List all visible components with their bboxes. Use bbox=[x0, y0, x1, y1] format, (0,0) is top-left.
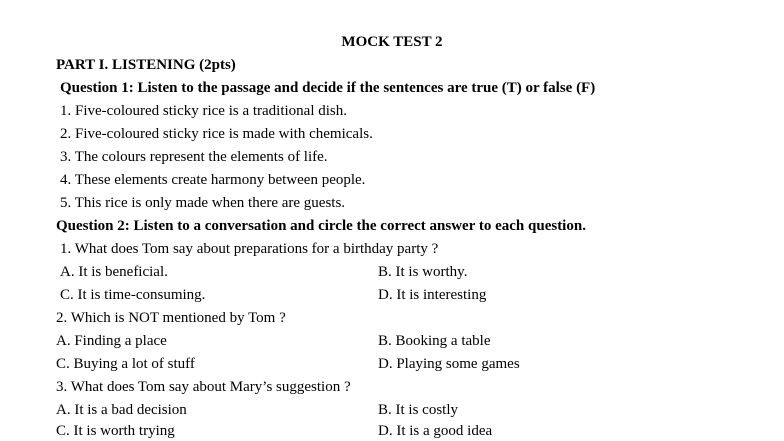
q2-item-2-option-a: A. Finding a place bbox=[56, 333, 167, 349]
part-heading: PART I. LISTENING (2pts) bbox=[56, 57, 236, 73]
q2-item-2-option-b: B. Booking a table bbox=[378, 333, 491, 349]
q1-item-3: 3. The colours represent the elements of life. bbox=[60, 149, 328, 165]
document-title: MOCK TEST 2 bbox=[341, 34, 443, 50]
q2-item-2-stem: 2. Which is NOT mentioned by Tom ? bbox=[56, 310, 286, 326]
q2-item-2-option-d: D. Playing some games bbox=[378, 356, 520, 372]
q2-item-3-option-c: C. It is worth trying bbox=[56, 423, 175, 439]
q2-item-3-stem: 3. What does Tom say about Mary’s suggestion ? bbox=[56, 379, 351, 395]
q2-item-1-option-c: C. It is time-consuming. bbox=[60, 287, 206, 303]
q1-item-5: 5. This rice is only made when there are guests. bbox=[60, 195, 346, 211]
q1-item-4: 4. These elements create harmony between people. bbox=[60, 172, 366, 188]
q2-item-3-option-b: B. It is costly bbox=[378, 402, 459, 418]
question-2-prompt: Question 2: Listen to a conversation and circle the correct answer to each question. bbox=[56, 218, 586, 234]
q2-item-2-option-c: C. Buying a lot of stuff bbox=[56, 356, 195, 372]
q2-item-1-option-b: B. It is worthy. bbox=[378, 264, 468, 280]
q2-item-1-option-a: A. It is beneficial. bbox=[60, 264, 168, 280]
q2-item-3-option-a: A. It is a bad decision bbox=[56, 402, 187, 418]
q1-item-2: 2. Five-coloured sticky rice is made with chemicals. bbox=[60, 126, 373, 142]
q2-item-1-option-d: D. It is interesting bbox=[378, 287, 487, 303]
q1-item-1: 1. Five-coloured sticky rice is a traditional dish. bbox=[60, 103, 348, 119]
question-1-prompt: Question 1: Listen to the passage and decide if the sentences are true (T) or false (F) bbox=[60, 80, 596, 96]
q2-item-3-option-d: D. It is a good idea bbox=[378, 423, 493, 439]
q2-item-1-stem: 1. What does Tom say about preparations for a birthday party ? bbox=[60, 241, 439, 257]
